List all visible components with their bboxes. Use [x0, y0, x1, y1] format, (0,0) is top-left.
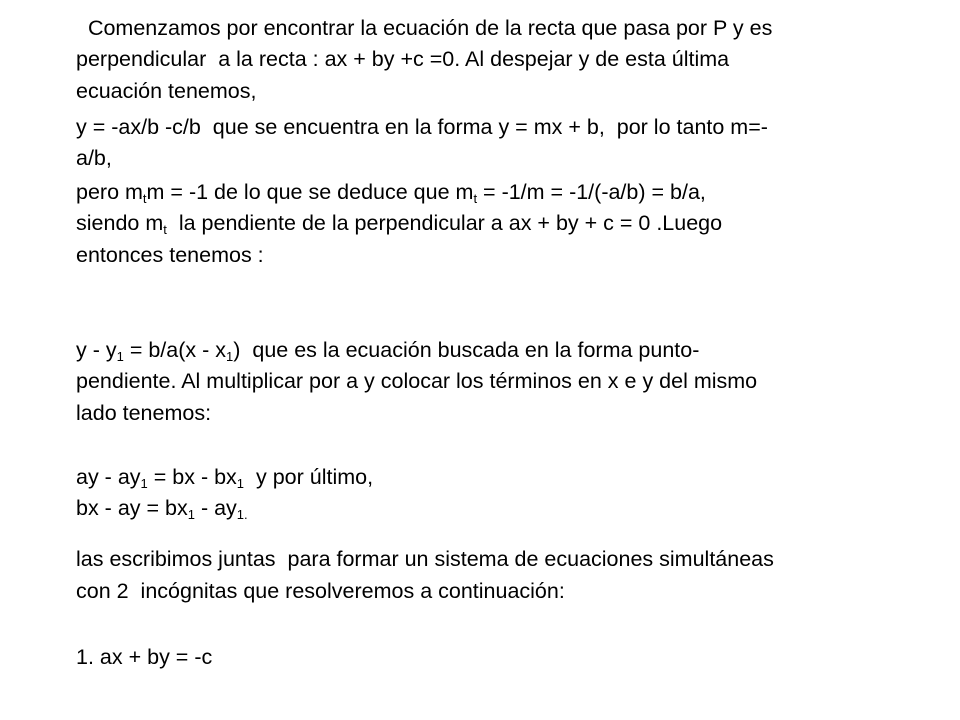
text-segment: siendo m — [76, 211, 164, 235]
text-line: pendiente. Al multiplicar por a y colocar los términos en x e y del mismo — [76, 369, 758, 393]
subscript: 1 — [116, 349, 124, 364]
equation-line — [76, 464, 373, 490]
subscript: t — [142, 191, 147, 206]
text-segment: ) que es la ecuación buscada en la forma punto- — [233, 338, 700, 362]
text-segment: = bx - bx — [147, 465, 237, 489]
text-line — [76, 210, 722, 236]
text-line: con 2 incógnitas que resolveremos a continuación: — [76, 579, 565, 603]
text-segment: ay - ay — [76, 465, 141, 489]
text-segment: la pendiente de la perpendicular a ax + by + c = 0 .Luego — [166, 211, 723, 235]
text-segment: m = -1 de lo que se deduce que m — [146, 180, 474, 204]
text-line: lado tenemos: — [76, 401, 212, 425]
subscript: t — [163, 222, 167, 237]
subscript: 1 — [236, 476, 245, 491]
text-segment: y por último, — [244, 465, 374, 489]
list-item: 1. ax + by = -c — [76, 645, 213, 669]
text-line — [76, 179, 706, 205]
text-segment: - ay — [194, 496, 237, 520]
text-line: las escribimos juntas para formar un sistema de ecuaciones simultáneas — [76, 547, 774, 571]
subscript: t — [473, 191, 478, 206]
subscript: 1 — [226, 349, 234, 364]
subscript: 1 — [187, 507, 195, 522]
text-segment: = -1/m = -1/(-a/b) = b/a, — [477, 180, 706, 204]
text-segment: = b/a(x - x — [123, 338, 227, 362]
text-line: Comenzamos por encontrar la ecuación de la recta que pasa por P y es — [76, 16, 773, 40]
text-line: a/b, — [76, 146, 112, 170]
text-line — [76, 337, 699, 363]
subscript: 1. — [236, 507, 248, 522]
text-segment: pero m — [76, 180, 143, 204]
subscript: 1 — [140, 476, 148, 491]
text-segment: bx - ay = bx — [76, 496, 188, 520]
equation-line — [76, 495, 248, 521]
text-line: y = -ax/b -c/b que se encuentra en la forma y = mx + b, por lo tanto m=- — [76, 115, 768, 139]
text-segment: y - y — [76, 338, 117, 362]
text-line: perpendicular a la recta : ax + by +c =0. Al despejar y de esta última — [76, 47, 730, 71]
text-line: entonces tenemos : — [76, 243, 264, 267]
text-line: ecuación tenemos, — [76, 79, 257, 103]
